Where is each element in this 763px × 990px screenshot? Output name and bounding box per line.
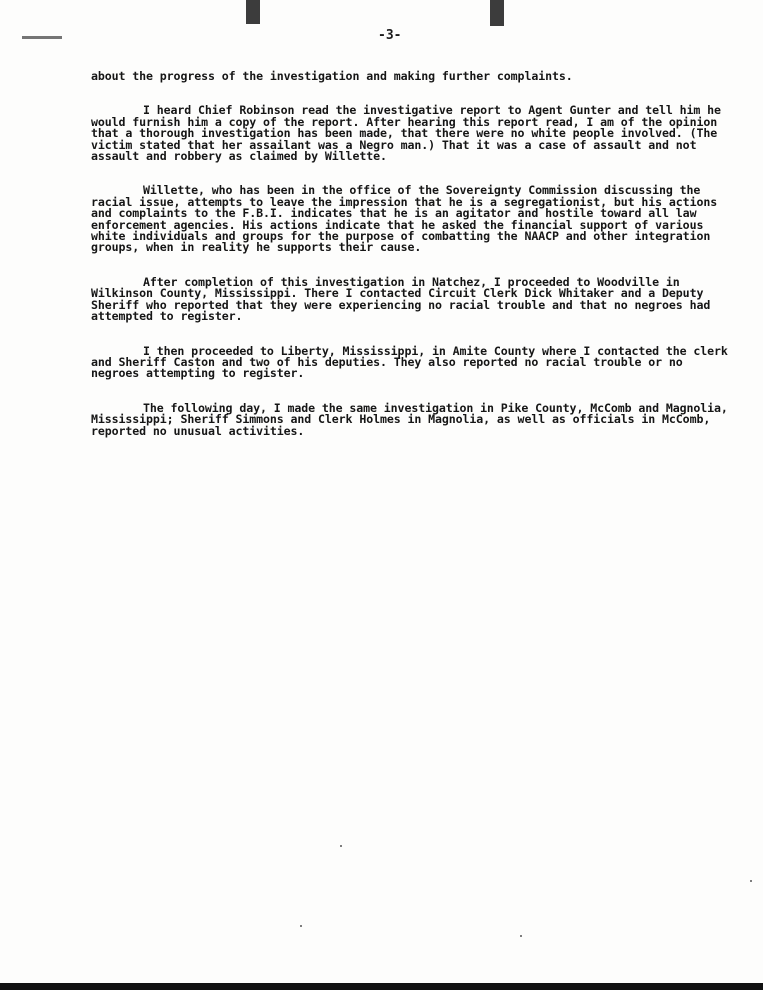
document-body — [91, 69, 735, 460]
paragraph-6: The following day, I made the same investigation in Pike County, McComb and Magnolia, Mississippi; Sheriff Simmons and Clerk Holmes in Magnolia, as well as officials in McComb, reported no unusual activities. — [91, 400, 735, 438]
scan-bottom-edge — [0, 983, 763, 990]
paragraph-4: After completion of this investigation in Natchez, I proceeded to Woodville in Wilkinson County, Mississippi. There I contacted Circuit Clerk Dick Whitaker and a Deputy Sheriff who reported that they were experiencing no racial trouble and that no negroes had attempted to register. — [91, 274, 718, 324]
scan-artifact-corner — [22, 36, 62, 39]
scan-speck — [520, 935, 522, 937]
paragraph-5: I then proceeded to Liberty, Mississippi, in Amite County where I contacted the clerk and Sheriff Caston and two of his deputies. They also reported no racial trouble or no negroes attempting to register. — [91, 343, 735, 381]
paragraph-3: Willette, who has been in the office of the Sovereignty Commission discussing the racial issue, attempts to leave the impression that he is a segregationist, but his actions and complaints to the F.B.I. indicates that he is an agitator and hostile toward all law enforcement agencies. His actions indicate that he asked the financial support of various white individuals and groups for the purpose of combatting the NAACP and other integration groups, when in reality he supports their cause. — [91, 183, 724, 255]
scan-speck — [750, 880, 752, 882]
scan-artifact-left — [246, 0, 260, 24]
paragraph-1: about the progress of the investigation and making further complaints. — [91, 69, 573, 83]
scan-speck — [300, 925, 302, 927]
scan-speck — [340, 845, 342, 847]
scan-artifact-right — [490, 0, 504, 26]
paragraph-2: I heard Chief Robinson read the investigative report to Agent Gunter and tell him he would furnish him a copy of the report. After hearing this report read, I am of the opinion that a thorough investigation has been made, that there were no white people involved. (The victim stated that her assailant was a Negro man.) That it was a case of assault and not assault and robbery as claimed by Willette. — [91, 103, 728, 164]
page-number: -3- — [378, 28, 402, 43]
